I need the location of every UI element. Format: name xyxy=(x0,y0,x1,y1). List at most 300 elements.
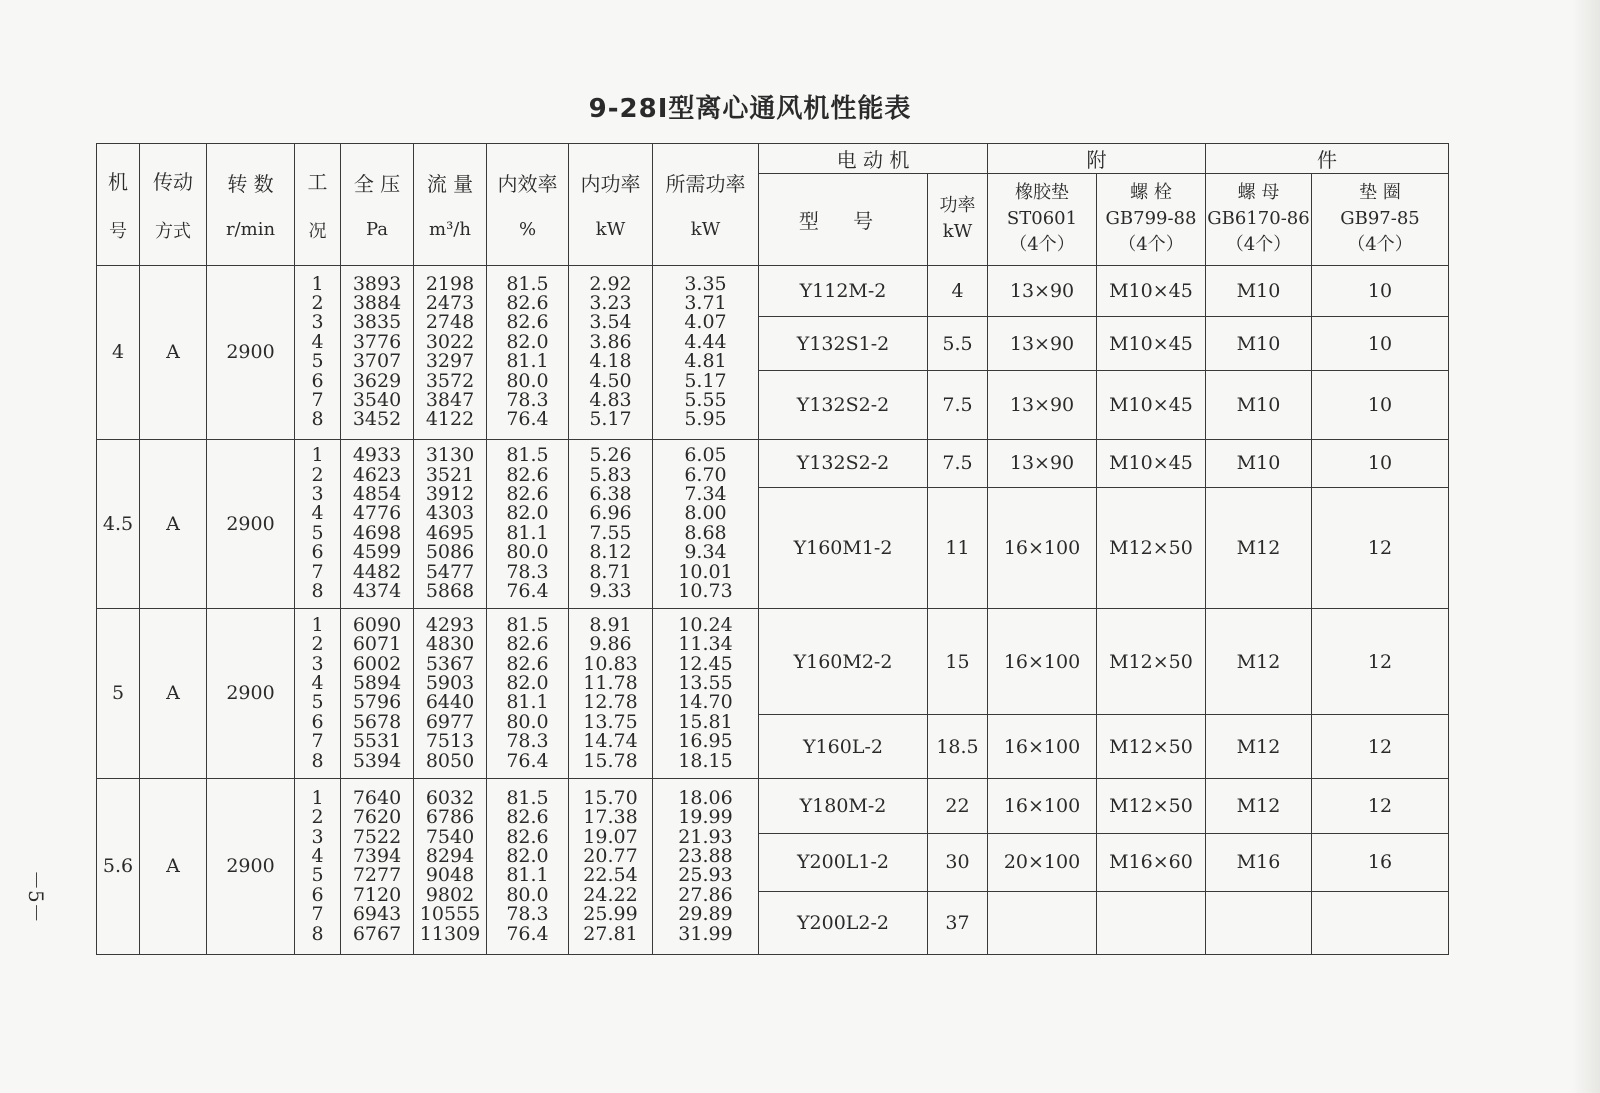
value-inner-power: 6.38 xyxy=(589,483,632,506)
cell-machine-no: 4.5 xyxy=(97,439,140,608)
header-flow: 流 量 m³/h xyxy=(414,144,487,266)
header-drive: 传动 方式 xyxy=(140,144,207,266)
value-required-power: 15.81 xyxy=(678,710,733,733)
cell-speed: 2900 xyxy=(207,608,295,778)
header-accessories-2: 件 xyxy=(1206,144,1449,174)
value-inner-power: 15.70 xyxy=(583,786,638,809)
value-condition: 7 xyxy=(311,389,324,412)
value-required-power: 9.34 xyxy=(684,541,727,564)
value-flow: 4830 xyxy=(425,633,475,656)
cell-nut: M12 xyxy=(1206,715,1312,778)
cell-bolt: M10×45 xyxy=(1097,317,1206,371)
value-flow: 3521 xyxy=(425,463,475,486)
value-condition: 2 xyxy=(311,292,324,315)
header-pressure: 全 压 Pa xyxy=(341,144,414,266)
value-inner-power: 4.50 xyxy=(589,369,632,392)
value-pressure: 4374 xyxy=(352,579,402,602)
value-flow: 6440 xyxy=(425,691,475,714)
cell-motor-power: 37 xyxy=(928,891,988,954)
value-pressure: 4776 xyxy=(352,502,402,525)
cell-bolt: M16×60 xyxy=(1097,834,1206,891)
value-required-power: 5.95 xyxy=(684,408,727,431)
value-condition: 1 xyxy=(311,613,324,636)
value-flow: 9048 xyxy=(425,864,475,887)
header-motor-model: 型 号 xyxy=(759,174,928,266)
value-required-power: 21.93 xyxy=(678,825,733,848)
table-row xyxy=(97,439,1449,487)
cell-nut: M12 xyxy=(1206,488,1312,609)
value-inner-power: 3.54 xyxy=(589,311,632,334)
value-required-power: 29.89 xyxy=(678,903,733,926)
cell-pressure-list xyxy=(341,778,414,954)
cell-drive: A xyxy=(140,265,207,439)
cell-speed: 2900 xyxy=(207,265,295,439)
table-row xyxy=(97,778,1449,833)
cell-efficiency-list xyxy=(487,778,569,954)
value-efficiency: 81.1 xyxy=(506,864,549,887)
value-pressure: 3776 xyxy=(352,330,402,353)
value-efficiency: 82.6 xyxy=(506,652,549,675)
value-condition: 8 xyxy=(311,922,324,945)
header-nut: 螺 母 GB6170-86 （4个） xyxy=(1206,174,1312,266)
value-inner-power: 4.83 xyxy=(589,389,632,412)
cell-bolt: M12×50 xyxy=(1097,778,1206,833)
value-required-power: 3.71 xyxy=(684,292,727,315)
value-pressure: 6767 xyxy=(352,922,402,945)
value-condition: 6 xyxy=(311,883,324,906)
value-flow: 6977 xyxy=(425,710,475,733)
value-flow: 7540 xyxy=(425,825,475,848)
cell-washer: 12 xyxy=(1312,488,1449,609)
value-efficiency: 76.4 xyxy=(506,408,549,431)
value-required-power: 14.70 xyxy=(678,691,733,714)
value-efficiency: 82.0 xyxy=(506,330,549,353)
cell-rubber-pad: 20×100 xyxy=(988,834,1097,891)
cell-rubber-pad: 13×90 xyxy=(988,317,1097,371)
cell-inner-power-list xyxy=(569,778,653,954)
value-pressure: 4698 xyxy=(352,521,402,544)
value-efficiency: 80.0 xyxy=(506,883,549,906)
cell-bolt xyxy=(1097,891,1206,954)
scan-edge-shadow xyxy=(1572,0,1600,1093)
cell-pressure-list xyxy=(341,608,414,778)
value-required-power: 19.99 xyxy=(678,806,733,829)
value-condition: 6 xyxy=(311,710,324,733)
cell-washer xyxy=(1312,891,1449,954)
cell-motor-model: Y160M2-2 xyxy=(759,608,928,715)
value-inner-power: 7.55 xyxy=(589,521,632,544)
value-inner-power: 10.83 xyxy=(583,652,638,675)
header-efficiency: 内效率 % xyxy=(487,144,569,266)
value-pressure: 3707 xyxy=(352,350,402,373)
value-efficiency: 82.6 xyxy=(506,633,549,656)
page-title: 9-28Ⅰ型离心通风机性能表 xyxy=(588,94,912,124)
value-condition: 4 xyxy=(311,845,324,868)
value-pressure: 3884 xyxy=(352,292,402,315)
header-accessories-1: 附 xyxy=(988,144,1206,174)
table-row xyxy=(97,608,1449,715)
value-efficiency: 82.6 xyxy=(506,806,549,829)
value-pressure: 6071 xyxy=(352,633,402,656)
value-flow: 5477 xyxy=(425,560,475,583)
value-flow: 4122 xyxy=(425,408,475,431)
value-condition: 6 xyxy=(311,541,324,564)
value-pressure: 3629 xyxy=(352,369,402,392)
value-pressure: 3835 xyxy=(352,311,402,334)
cell-machine-no: 5 xyxy=(97,608,140,778)
value-flow: 4695 xyxy=(425,521,475,544)
value-inner-power: 5.26 xyxy=(589,444,632,467)
cell-efficiency-list xyxy=(487,608,569,778)
value-required-power: 5.17 xyxy=(684,369,727,392)
cell-inner-power-list xyxy=(569,265,653,439)
value-flow: 2748 xyxy=(425,311,475,334)
value-efficiency: 81.5 xyxy=(506,444,549,467)
value-inner-power: 14.74 xyxy=(583,730,638,753)
cell-machine-no: 4 xyxy=(97,265,140,439)
header-motor-power: 功率 kW xyxy=(928,174,988,266)
cell-efficiency-list xyxy=(487,439,569,608)
header-machine-no: 机 号 xyxy=(97,144,140,266)
value-efficiency: 81.5 xyxy=(506,613,549,636)
value-pressure: 6002 xyxy=(352,652,402,675)
value-inner-power: 6.96 xyxy=(589,502,632,525)
cell-motor-power: 18.5 xyxy=(928,715,988,778)
header-required-power: 所需功率 kW xyxy=(653,144,759,266)
value-required-power: 18.06 xyxy=(678,786,733,809)
cell-washer: 10 xyxy=(1312,371,1449,439)
value-flow: 3912 xyxy=(425,483,475,506)
value-flow: 10555 xyxy=(419,903,481,926)
cell-rubber-pad: 16×100 xyxy=(988,608,1097,715)
cell-nut xyxy=(1206,891,1312,954)
cell-nut: M12 xyxy=(1206,778,1312,833)
value-required-power: 23.88 xyxy=(678,845,733,868)
cell-motor-model: Y112M-2 xyxy=(759,265,928,316)
value-flow: 8294 xyxy=(425,845,475,868)
cell-nut: M16 xyxy=(1206,834,1312,891)
value-inner-power: 8.91 xyxy=(589,613,632,636)
value-condition: 8 xyxy=(311,579,324,602)
value-condition: 4 xyxy=(311,330,324,353)
cell-washer: 10 xyxy=(1312,317,1449,371)
cell-motor-power: 15 xyxy=(928,608,988,715)
value-condition: 2 xyxy=(311,633,324,656)
value-pressure: 5531 xyxy=(352,730,402,753)
value-condition: 6 xyxy=(311,369,324,392)
cell-washer: 16 xyxy=(1312,834,1449,891)
value-inner-power: 5.83 xyxy=(589,463,632,486)
value-required-power: 10.73 xyxy=(678,579,733,602)
value-required-power: 4.81 xyxy=(684,350,727,373)
value-efficiency: 81.5 xyxy=(506,786,549,809)
value-efficiency: 82.0 xyxy=(506,671,549,694)
value-required-power: 10.24 xyxy=(678,613,733,636)
cell-pressure-list xyxy=(341,265,414,439)
cell-nut: M10 xyxy=(1206,439,1312,487)
value-efficiency: 78.3 xyxy=(506,903,549,926)
value-pressure: 5894 xyxy=(352,671,402,694)
cell-bolt: M12×50 xyxy=(1097,608,1206,715)
cell-condition-list xyxy=(295,439,341,608)
value-pressure: 7120 xyxy=(352,883,402,906)
value-pressure: 7277 xyxy=(352,864,402,887)
cell-motor-power: 11 xyxy=(928,488,988,609)
value-condition: 5 xyxy=(311,350,324,373)
cell-motor-model: Y200L1-2 xyxy=(759,834,928,891)
cell-motor-model: Y160L-2 xyxy=(759,715,928,778)
cell-efficiency-list xyxy=(487,265,569,439)
value-required-power: 8.68 xyxy=(684,521,727,544)
cell-pressure-list xyxy=(341,439,414,608)
cell-condition-list xyxy=(295,265,341,439)
cell-washer: 12 xyxy=(1312,778,1449,833)
value-inner-power: 3.23 xyxy=(589,292,632,315)
value-flow: 4303 xyxy=(425,502,475,525)
value-pressure: 3893 xyxy=(352,272,402,295)
cell-required-power-list xyxy=(653,439,759,608)
value-inner-power: 2.92 xyxy=(589,272,632,295)
value-required-power: 13.55 xyxy=(678,671,733,694)
value-required-power: 4.07 xyxy=(684,311,727,334)
value-pressure: 5678 xyxy=(352,710,402,733)
value-pressure: 4623 xyxy=(352,463,402,486)
page-number: －5－ xyxy=(24,870,48,923)
cell-motor-power: 7.5 xyxy=(928,371,988,439)
value-pressure: 5394 xyxy=(352,749,402,772)
cell-required-power-list xyxy=(653,778,759,954)
value-efficiency: 78.3 xyxy=(506,560,549,583)
value-required-power: 3.35 xyxy=(684,272,727,295)
value-efficiency: 80.0 xyxy=(506,541,549,564)
value-inner-power: 25.99 xyxy=(583,903,638,926)
value-pressure: 5796 xyxy=(352,691,402,714)
cell-nut: M12 xyxy=(1206,608,1312,715)
value-condition: 4 xyxy=(311,671,324,694)
cell-flow-list xyxy=(414,265,487,439)
value-inner-power: 8.71 xyxy=(589,560,632,583)
value-flow: 5086 xyxy=(425,541,475,564)
value-efficiency: 76.4 xyxy=(506,749,549,772)
value-efficiency: 82.6 xyxy=(506,825,549,848)
cell-rubber-pad: 16×100 xyxy=(988,488,1097,609)
value-pressure: 7620 xyxy=(352,806,402,829)
table-row xyxy=(97,265,1449,316)
value-efficiency: 82.6 xyxy=(506,483,549,506)
value-required-power: 18.15 xyxy=(678,749,733,772)
cell-bolt: M12×50 xyxy=(1097,715,1206,778)
cell-bolt: M10×45 xyxy=(1097,265,1206,316)
cell-rubber-pad: 13×90 xyxy=(988,439,1097,487)
value-required-power: 10.01 xyxy=(678,560,733,583)
cell-nut: M10 xyxy=(1206,265,1312,316)
value-required-power: 6.05 xyxy=(684,444,727,467)
header-washer: 垫 圈 GB97-85 （4个） xyxy=(1312,174,1449,266)
value-required-power: 7.34 xyxy=(684,483,727,506)
value-inner-power: 19.07 xyxy=(583,825,638,848)
cell-drive: A xyxy=(140,778,207,954)
value-inner-power: 9.86 xyxy=(589,633,632,656)
value-flow: 2198 xyxy=(425,272,475,295)
value-inner-power: 3.86 xyxy=(589,330,632,353)
cell-rubber-pad: 16×100 xyxy=(988,778,1097,833)
value-inner-power: 22.54 xyxy=(583,864,638,887)
value-flow: 9802 xyxy=(425,883,475,906)
cell-washer: 10 xyxy=(1312,265,1449,316)
value-efficiency: 80.0 xyxy=(506,369,549,392)
cell-flow-list xyxy=(414,608,487,778)
value-inner-power: 27.81 xyxy=(583,922,638,945)
value-inner-power: 12.78 xyxy=(583,691,638,714)
value-required-power: 4.44 xyxy=(684,330,727,353)
value-flow: 4293 xyxy=(425,613,475,636)
header-motor: 电 动 机 xyxy=(759,144,988,174)
cell-drive: A xyxy=(140,439,207,608)
value-pressure: 3452 xyxy=(352,408,402,431)
header-rubber-pad: 橡胶垫 ST0601 （4个） xyxy=(988,174,1097,266)
cell-speed: 2900 xyxy=(207,778,295,954)
cell-washer: 10 xyxy=(1312,439,1449,487)
value-efficiency: 82.6 xyxy=(506,311,549,334)
cell-inner-power-list xyxy=(569,439,653,608)
cell-flow-list xyxy=(414,439,487,608)
value-flow: 11309 xyxy=(419,922,481,945)
value-efficiency: 76.4 xyxy=(506,922,549,945)
value-efficiency: 81.5 xyxy=(506,272,549,295)
value-flow: 2473 xyxy=(425,292,475,315)
cell-inner-power-list xyxy=(569,608,653,778)
value-flow: 8050 xyxy=(425,749,475,772)
value-inner-power: 11.78 xyxy=(583,671,638,694)
header-row-1 xyxy=(97,144,1449,174)
value-pressure: 7394 xyxy=(352,845,402,868)
value-condition: 8 xyxy=(311,408,324,431)
value-condition: 8 xyxy=(311,749,324,772)
value-condition: 7 xyxy=(311,730,324,753)
value-flow: 3572 xyxy=(425,369,475,392)
cell-motor-power: 4 xyxy=(928,265,988,316)
value-efficiency: 82.6 xyxy=(506,463,549,486)
value-condition: 5 xyxy=(311,864,324,887)
value-pressure: 4933 xyxy=(352,444,402,467)
cell-motor-power: 30 xyxy=(928,834,988,891)
cell-machine-no: 5.6 xyxy=(97,778,140,954)
value-inner-power: 4.18 xyxy=(589,350,632,373)
value-inner-power: 9.33 xyxy=(589,579,632,602)
value-efficiency: 80.0 xyxy=(506,710,549,733)
value-flow: 6032 xyxy=(425,786,475,809)
cell-rubber-pad: 13×90 xyxy=(988,371,1097,439)
cell-bolt: M10×45 xyxy=(1097,371,1206,439)
cell-motor-power: 22 xyxy=(928,778,988,833)
cell-rubber-pad xyxy=(988,891,1097,954)
value-condition: 7 xyxy=(311,903,324,926)
value-efficiency: 82.6 xyxy=(506,292,549,315)
cell-rubber-pad: 13×90 xyxy=(988,265,1097,316)
value-pressure: 6090 xyxy=(352,613,402,636)
value-condition: 7 xyxy=(311,560,324,583)
cell-speed: 2900 xyxy=(207,439,295,608)
value-condition: 3 xyxy=(311,825,324,848)
cell-required-power-list xyxy=(653,608,759,778)
value-inner-power: 8.12 xyxy=(589,541,632,564)
cell-flow-list xyxy=(414,778,487,954)
value-pressure: 4482 xyxy=(352,560,402,583)
value-flow: 5868 xyxy=(425,579,475,602)
header-bolt: 螺 栓 GB799-88 （4个） xyxy=(1097,174,1206,266)
header-condition: 工 况 xyxy=(295,144,341,266)
value-flow: 3022 xyxy=(425,330,475,353)
value-pressure: 3540 xyxy=(352,389,402,412)
cell-bolt: M12×50 xyxy=(1097,488,1206,609)
cell-motor-model: Y200L2-2 xyxy=(759,891,928,954)
cell-condition-list xyxy=(295,778,341,954)
cell-motor-model: Y160M1-2 xyxy=(759,488,928,609)
value-condition: 2 xyxy=(311,806,324,829)
value-flow: 5367 xyxy=(425,652,475,675)
value-condition: 5 xyxy=(311,521,324,544)
value-flow: 5903 xyxy=(425,671,475,694)
value-flow: 6786 xyxy=(425,806,475,829)
value-flow: 7513 xyxy=(425,730,475,753)
cell-washer: 12 xyxy=(1312,608,1449,715)
value-efficiency: 82.0 xyxy=(506,845,549,868)
value-required-power: 8.00 xyxy=(684,502,727,525)
value-condition: 4 xyxy=(311,502,324,525)
value-required-power: 31.99 xyxy=(678,922,733,945)
value-pressure: 4854 xyxy=(352,483,402,506)
value-required-power: 11.34 xyxy=(678,633,733,656)
value-condition: 1 xyxy=(311,444,324,467)
value-pressure: 6943 xyxy=(352,903,402,926)
cell-condition-list xyxy=(295,608,341,778)
cell-drive: A xyxy=(140,608,207,778)
cell-motor-power: 5.5 xyxy=(928,317,988,371)
cell-bolt: M10×45 xyxy=(1097,439,1206,487)
value-flow: 3297 xyxy=(425,350,475,373)
value-efficiency: 81.1 xyxy=(506,521,549,544)
value-required-power: 6.70 xyxy=(684,463,727,486)
value-condition: 3 xyxy=(311,652,324,675)
cell-washer: 12 xyxy=(1312,715,1449,778)
value-flow: 3130 xyxy=(425,444,475,467)
header-speed: 转 数 r/min xyxy=(207,144,295,266)
value-condition: 3 xyxy=(311,311,324,334)
value-required-power: 12.45 xyxy=(678,652,733,675)
cell-nut: M10 xyxy=(1206,317,1312,371)
value-inner-power: 24.22 xyxy=(583,883,638,906)
value-pressure: 7522 xyxy=(352,825,402,848)
value-pressure: 4599 xyxy=(352,541,402,564)
value-inner-power: 5.17 xyxy=(589,408,632,431)
value-efficiency: 81.1 xyxy=(506,350,549,373)
value-required-power: 25.93 xyxy=(678,864,733,887)
value-condition: 2 xyxy=(311,463,324,486)
value-inner-power: 15.78 xyxy=(583,749,638,772)
value-condition: 5 xyxy=(311,691,324,714)
value-pressure: 7640 xyxy=(352,786,402,809)
cell-motor-model: Y132S2-2 xyxy=(759,371,928,439)
value-efficiency: 82.0 xyxy=(506,502,549,525)
value-inner-power: 13.75 xyxy=(583,710,638,733)
cell-nut: M10 xyxy=(1206,371,1312,439)
value-condition: 1 xyxy=(311,786,324,809)
cell-motor-power: 7.5 xyxy=(928,439,988,487)
value-condition: 3 xyxy=(311,483,324,506)
header-inner-power: 内功率 kW xyxy=(569,144,653,266)
value-flow: 3847 xyxy=(425,389,475,412)
value-inner-power: 20.77 xyxy=(583,845,638,868)
